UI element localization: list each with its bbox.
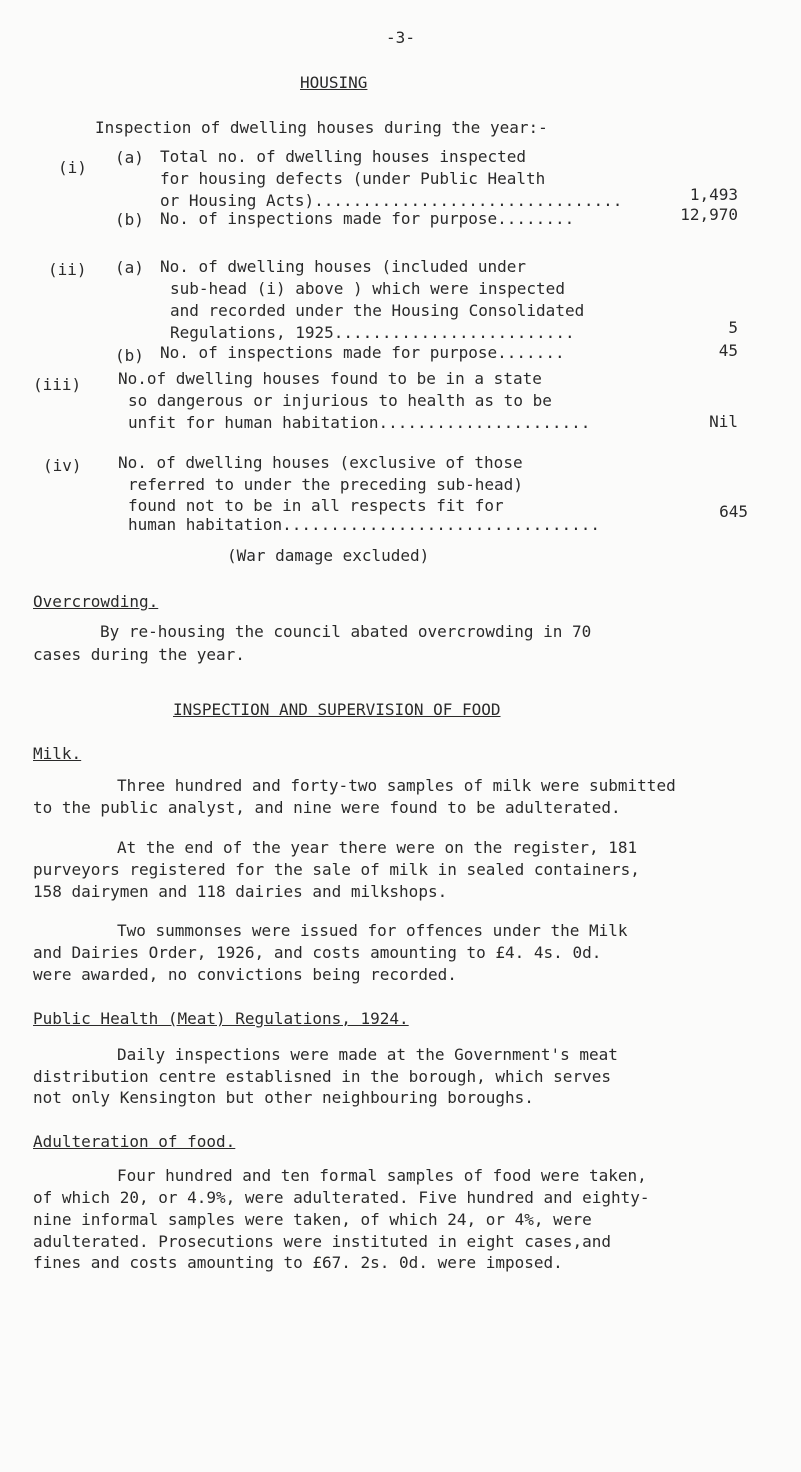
meat-line: distribution centre establisned in the borough, which serves [33,1067,611,1086]
adulteration-line: of which 20, or 4.9%, were adulterated. Five hundred and eighty- [33,1188,650,1207]
item-i-a-value: 1,493 [689,185,738,204]
item-iii-line: so dangerous or injurious to health as to be [128,391,552,410]
item-ii-a-line: sub-head (i) above ) which were inspected [170,279,565,298]
item-ii-roman: (ii) [48,260,87,279]
page-number: -3- [386,28,415,47]
housing-heading: HOUSING [300,73,368,92]
milk-paragraph-line: Three hundred and forty-two samples of milk were submitted [117,776,676,795]
item-i-a-line: for housing defects (under Public Health [160,169,546,188]
milk-paragraph-line: and Dairies Order, 1926, and costs amounting to £4. 4s. 0d. [33,943,602,962]
item-iv-line: referred to under the preceding sub-head) [128,475,523,494]
food-heading: INSPECTION AND SUPERVISION OF FOOD [173,700,501,719]
item-ii-b-letter: (b) [115,346,144,365]
item-iii-value: Nil [709,412,738,431]
item-i-b-value: 12,970 [680,205,738,224]
milk-paragraph-line: At the end of the year there were on the register, 181 [117,838,638,857]
item-iv-value: 645 [719,502,748,521]
meat-line: not only Kensington but other neighbouring boroughs. [33,1088,534,1107]
milk-paragraph-line: purveyors registered for the sale of milk in sealed containers, [33,860,640,879]
item-i-a-line: or Housing Acts)................................ [160,191,623,210]
item-iv-line: No. of dwelling houses (exclusive of those [118,453,523,472]
overcrowding-line: By re-housing the council abated overcrowding in 70 [100,622,592,641]
adulteration-line: fines and costs amounting to £67. 2s. 0d. were imposed. [33,1253,563,1272]
item-ii-a-line: Regulations, 1925......................... [170,323,575,342]
item-iii-roman: (iii) [33,375,82,394]
item-ii-a-line: No. of dwelling houses (included under [160,257,527,276]
war-damage-note: (War damage excluded) [227,546,430,565]
housing-intro: Inspection of dwelling houses during the year:- [95,118,548,137]
adulteration-line: nine informal samples were taken, of which 24, or 4%, were [33,1210,592,1229]
item-ii-b-value: 45 [718,341,738,360]
item-ii-a-value: 5 [728,318,738,337]
item-i-a-line: Total no. of dwelling houses inspected [160,147,527,166]
item-ii-a-line: and recorded under the Housing Consolidated [170,301,585,320]
item-ii-b-line: No. of inspections made for purpose....... [160,343,565,362]
adulteration-line: adulterated. Prosecutions were instituted in eight cases,and [33,1232,611,1251]
milk-paragraph-line: 158 dairymen and 118 dairies and milkshops. [33,882,448,901]
meat-heading: Public Health (Meat) Regulations, 1924. [33,1009,409,1028]
item-iv-line: human habitation................................. [128,515,601,534]
adulteration-line: Four hundred and ten formal samples of food were taken, [117,1166,647,1185]
milk-paragraph-line: were awarded, no convictions being recorded. [33,965,457,984]
item-iv-line: found not to be in all respects fit for [128,496,504,515]
item-iv-roman: (iv) [43,456,82,475]
milk-paragraph-line: Two summonses were issued for offences under the Milk [117,921,628,940]
item-i-b-line: No. of inspections made for purpose........ [160,209,575,228]
overcrowding-line: cases during the year. [33,645,245,664]
overcrowding-heading: Overcrowding. [33,592,159,611]
milk-heading: Milk. [33,744,82,763]
item-i-roman: (i) [58,158,87,177]
item-iii-line: unfit for human habitation...................... [128,413,591,432]
meat-line: Daily inspections were made at the Government's meat [117,1045,618,1064]
item-ii-a-letter: (a) [115,258,144,277]
adulteration-heading: Adulteration of food. [33,1132,236,1151]
item-iii-line: No.of dwelling houses found to be in a state [118,369,542,388]
milk-paragraph-line: to the public analyst, and nine were found to be adulterated. [33,798,621,817]
item-i-b-letter: (b) [115,210,144,229]
item-i-a-letter: (a) [115,148,144,167]
